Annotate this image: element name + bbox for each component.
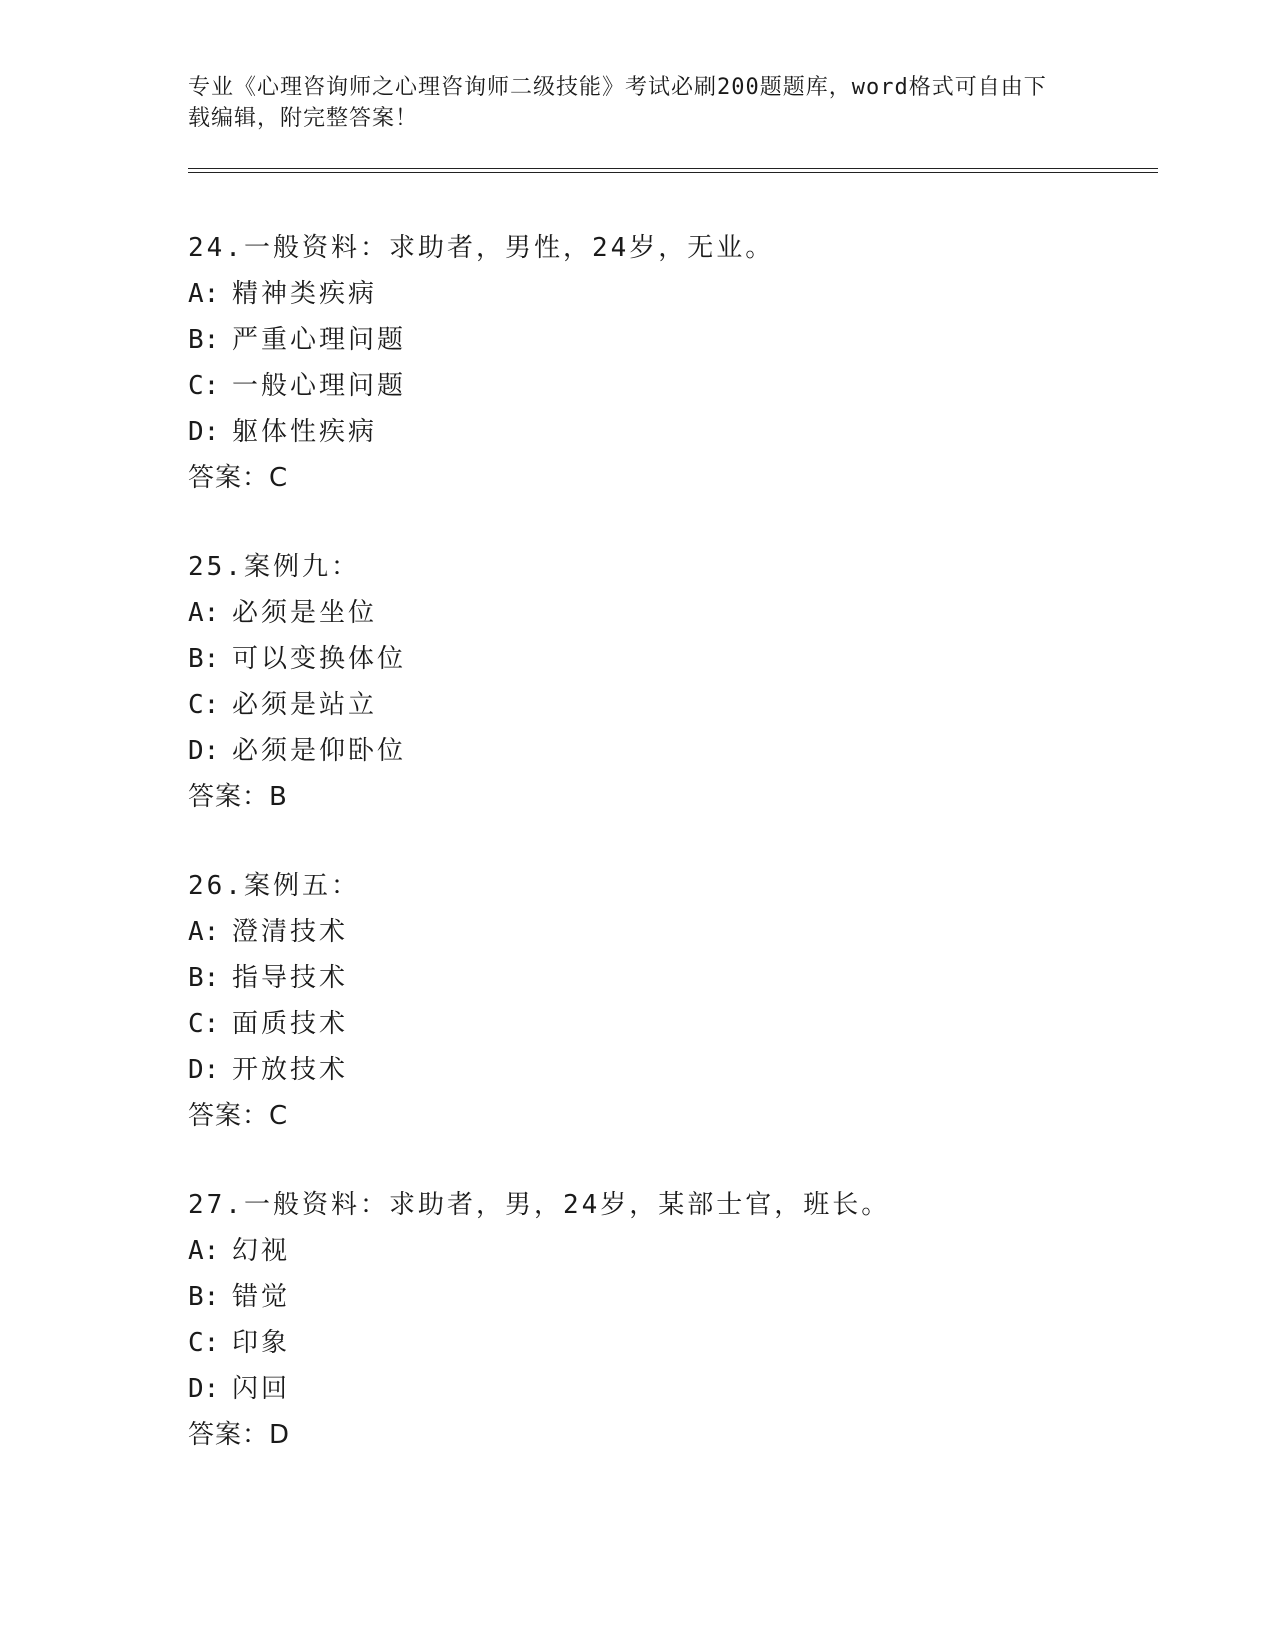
option-letter: D: (188, 1055, 220, 1085)
option-letter: D: (188, 736, 220, 766)
option-a (188, 590, 1158, 636)
option-a (188, 271, 1158, 317)
option-letter: D: (188, 1374, 220, 1404)
question-text: 案例五： (243, 871, 360, 901)
option-letter: C: (188, 1328, 220, 1358)
option-b (188, 317, 1158, 363)
option-letter: D: (188, 417, 220, 447)
question-stem (188, 1182, 1158, 1228)
option-text: 错觉 (232, 1282, 291, 1312)
question-26 (188, 863, 1158, 1139)
answer-label: 答案： (188, 1420, 270, 1450)
option-text: 必须是坐位 (232, 598, 378, 628)
option-c (188, 1001, 1158, 1047)
option-text: 严重心理问题 (232, 325, 407, 355)
option-a (188, 909, 1158, 955)
option-text: 幻视 (232, 1236, 291, 1266)
option-c (188, 363, 1158, 409)
option-letter: A: (188, 1236, 220, 1266)
option-text: 躯体性疾病 (232, 417, 378, 447)
document-page (188, 72, 1158, 1501)
question-number: 27. (188, 1190, 244, 1220)
question-number: 24. (188, 233, 244, 263)
question-list (188, 225, 1158, 1458)
option-text: 指导技术 (232, 963, 349, 993)
option-letter: A: (188, 917, 220, 947)
question-text: 一般资料：求助者，男，24岁，某部士官，班长。 (243, 1190, 891, 1220)
option-text: 可以变换体位 (232, 644, 407, 674)
option-text: 精神类疾病 (232, 279, 378, 309)
option-text: 开放技术 (232, 1055, 349, 1085)
option-text: 一般心理问题 (232, 371, 407, 401)
answer-line (188, 455, 1158, 501)
answer-line (188, 774, 1158, 820)
option-letter: B: (188, 644, 220, 674)
option-b (188, 1274, 1158, 1320)
answer-value: D (269, 1420, 291, 1450)
option-text: 必须是站立 (232, 690, 378, 720)
option-text: 面质技术 (232, 1009, 349, 1039)
option-letter: C: (188, 690, 220, 720)
answer-label: 答案： (188, 463, 270, 493)
option-d (188, 409, 1158, 455)
question-number: 26. (188, 871, 244, 901)
header-divider (188, 168, 1158, 173)
option-c (188, 1320, 1158, 1366)
option-letter: C: (188, 1009, 220, 1039)
answer-line (188, 1412, 1158, 1458)
option-letter: C: (188, 371, 220, 401)
document-header: 专业《心理咨询师之心理咨询师二级技能》考试必刷200题题库，word格式可自由下载编辑，附完整答案！ (188, 75, 1047, 131)
option-letter: A: (188, 598, 220, 628)
question-stem (188, 225, 1158, 271)
option-text: 印象 (232, 1328, 291, 1358)
question-24 (188, 225, 1158, 501)
option-d (188, 1366, 1158, 1412)
option-b (188, 636, 1158, 682)
option-text: 澄清技术 (232, 917, 349, 947)
option-text: 必须是仰卧位 (232, 736, 407, 766)
question-27 (188, 1182, 1158, 1458)
option-b (188, 955, 1158, 1001)
answer-value: B (269, 782, 288, 812)
option-text: 闪回 (232, 1374, 291, 1404)
option-letter: A: (188, 279, 220, 309)
answer-value: C (269, 1101, 289, 1131)
question-text: 一般资料：求助者，男性，24岁，无业。 (243, 233, 775, 263)
question-stem (188, 544, 1158, 590)
option-letter: B: (188, 1282, 220, 1312)
option-d (188, 1047, 1158, 1093)
answer-line (188, 1093, 1158, 1139)
question-text: 案例九： (243, 552, 360, 582)
answer-label: 答案： (188, 1101, 270, 1131)
answer-value: C (269, 463, 289, 493)
answer-label: 答案： (188, 782, 270, 812)
question-25 (188, 544, 1158, 820)
question-stem (188, 863, 1158, 909)
option-d (188, 728, 1158, 774)
option-letter: B: (188, 325, 220, 355)
question-number: 25. (188, 552, 244, 582)
option-a (188, 1228, 1158, 1274)
option-letter: B: (188, 963, 220, 993)
option-c (188, 682, 1158, 728)
